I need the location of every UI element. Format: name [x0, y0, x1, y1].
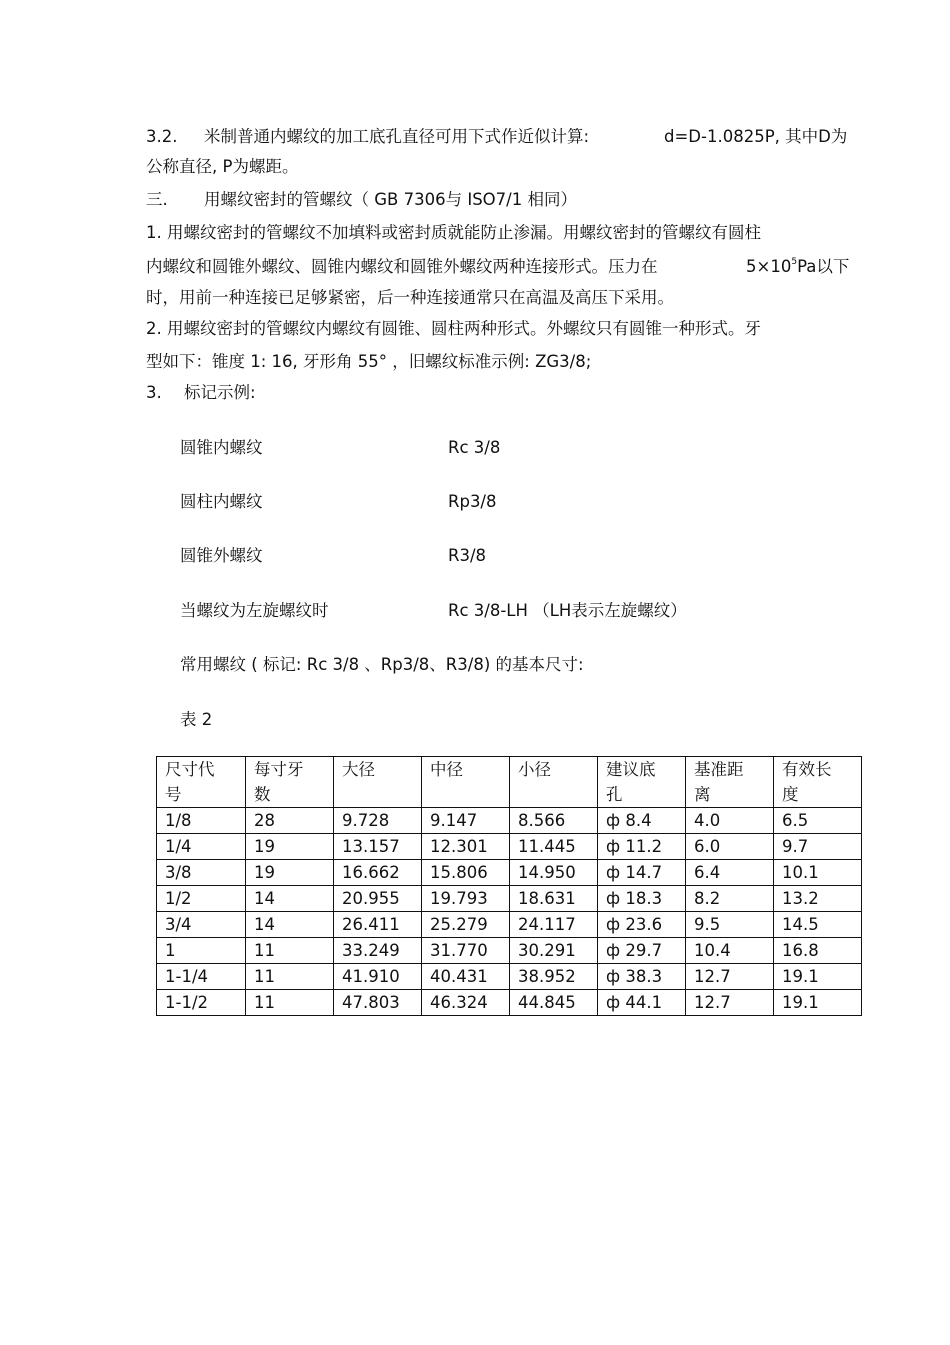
- table-cell: 19.793: [422, 886, 510, 912]
- item-1-line-3: 时，用前一种连接已足够紧密，后一种连接通常只在高温及高压下采用。: [146, 288, 674, 307]
- table-cell: 11: [246, 938, 334, 964]
- table-cell: ф 23.6: [598, 912, 686, 938]
- table-cell: 47.803: [334, 990, 422, 1016]
- example-value: Rc 3/8: [448, 438, 501, 457]
- header-cell: 建议底 孔: [598, 757, 686, 808]
- table-cell: 14.5: [774, 912, 862, 938]
- table-row: [157, 938, 862, 964]
- table-cell: 3/4: [157, 912, 246, 938]
- pressure-exponent: 5: [791, 257, 798, 267]
- table-cell: 9.147: [422, 808, 510, 834]
- table-cell: 14.950: [510, 860, 598, 886]
- item-1-line-1: 1. 用螺纹密封的管螺纹不加填料或密封质就能防止渗漏。用螺纹密封的管螺纹有圆柱: [146, 223, 761, 242]
- table-cell: 1/4: [157, 834, 246, 860]
- table-cell: 1/8: [157, 808, 246, 834]
- table-cell: 12.301: [422, 834, 510, 860]
- dimension-table: [156, 756, 862, 1016]
- table-cell: 41.910: [334, 964, 422, 990]
- example-label: 圆锥内螺纹: [180, 438, 263, 457]
- table-cell: 40.431: [422, 964, 510, 990]
- table-cell: 30.291: [510, 938, 598, 964]
- para-3-2-continuation: 公称直径, P为螺距。: [146, 157, 299, 176]
- table-row: [157, 964, 862, 990]
- table-cell: 10.1: [774, 860, 862, 886]
- table-cell: 9.728: [334, 808, 422, 834]
- table-cell: 14: [246, 886, 334, 912]
- table-cell: 13.2: [774, 886, 862, 912]
- header-cell: 小径: [510, 757, 598, 808]
- table-cell: 14: [246, 912, 334, 938]
- item-1-pressure: [746, 256, 849, 278]
- table-header-row: [157, 757, 862, 808]
- table-cell: 9.7: [774, 834, 862, 860]
- example-value: R3/8: [448, 546, 487, 565]
- table-cell: 4.0: [686, 808, 774, 834]
- table-cell: 31.770: [422, 938, 510, 964]
- header-cell: 每寸牙 数: [246, 757, 334, 808]
- table-cell: 19.1: [774, 990, 862, 1016]
- example-label: 当螺纹为左旋螺纹时: [180, 601, 329, 620]
- table-cell: 1-1/2: [157, 990, 246, 1016]
- table-cell: 8.2: [686, 886, 774, 912]
- table-row: [157, 860, 862, 886]
- table-cell: 6.4: [686, 860, 774, 886]
- table-cell: 15.806: [422, 860, 510, 886]
- table-cell: 25.279: [422, 912, 510, 938]
- table-cell: 6.5: [774, 808, 862, 834]
- example-value: Rp3/8: [448, 492, 497, 511]
- table-cell: ф 8.4: [598, 808, 686, 834]
- table-cell: 33.249: [334, 938, 422, 964]
- header-cell: 中径: [422, 757, 510, 808]
- table-cell: ф 29.7: [598, 938, 686, 964]
- example-label: 圆锥外螺纹: [180, 546, 263, 565]
- item-1-line-2: 内螺纹和圆锥外螺纹、圆锥内螺纹和圆锥外螺纹两种连接形式。压力在: [146, 257, 658, 276]
- table-row: [157, 912, 862, 938]
- table-title: 表 2: [180, 710, 213, 729]
- table-row: [157, 886, 862, 912]
- example-value: Rc 3/8-LH （LH表示左旋螺纹）: [448, 601, 687, 620]
- para-3-2-number: 3.2.: [146, 127, 178, 146]
- dimension-table-body: [157, 757, 862, 1016]
- table-cell: 19.1: [774, 964, 862, 990]
- table-cell: 26.411: [334, 912, 422, 938]
- item-3-title: 标记示例:: [184, 383, 256, 402]
- para-3-2-formula: d=D-1.0825P, 其中D为: [664, 127, 848, 146]
- table-cell: 28: [246, 808, 334, 834]
- pressure-unit: Pa以下: [797, 257, 850, 276]
- table-cell: 20.955: [334, 886, 422, 912]
- section-3-title: 用螺纹密封的管螺纹（ GB 7306与 ISO7/1 相同）: [204, 190, 577, 209]
- section-3-number: 三.: [146, 190, 168, 209]
- table-cell: 1: [157, 938, 246, 964]
- table-cell: 13.157: [334, 834, 422, 860]
- table-cell: ф 14.7: [598, 860, 686, 886]
- table-cell: 11: [246, 964, 334, 990]
- header-cell: 尺寸代 号: [157, 757, 246, 808]
- item-2-line-2: 型如下：锥度 1: 16, 牙形角 55° ，旧螺纹标准示例: ZG3/8;: [146, 352, 592, 371]
- common-thread-note: 常用螺纹 ( 标记: Rc 3/8 、Rp3/8、R3/8) 的基本尺寸:: [180, 655, 584, 674]
- table-cell: 38.952: [510, 964, 598, 990]
- table-cell: 16.662: [334, 860, 422, 886]
- table-cell: ф 38.3: [598, 964, 686, 990]
- item-3-number: 3.: [146, 383, 162, 402]
- example-label: 圆柱内螺纹: [180, 492, 263, 511]
- table-cell: ф 18.3: [598, 886, 686, 912]
- para-3-2-text: 米制普通内螺纹的加工底孔直径可用下式作近似计算:: [204, 127, 590, 146]
- table-cell: 11: [246, 990, 334, 1016]
- table-cell: 8.566: [510, 808, 598, 834]
- pressure-base: 5×10: [746, 257, 792, 276]
- table-row: [157, 834, 862, 860]
- header-cell: 有效长 度: [774, 757, 862, 808]
- table-cell: 12.7: [686, 990, 774, 1016]
- table-cell: 19: [246, 860, 334, 886]
- table-cell: 6.0: [686, 834, 774, 860]
- table-cell: 3/8: [157, 860, 246, 886]
- table-cell: 18.631: [510, 886, 598, 912]
- table-cell: 10.4: [686, 938, 774, 964]
- table-row: [157, 808, 862, 834]
- table-cell: 11.445: [510, 834, 598, 860]
- table-cell: 46.324: [422, 990, 510, 1016]
- table-cell: 16.8: [774, 938, 862, 964]
- table-cell: ф 11.2: [598, 834, 686, 860]
- table-cell: 24.117: [510, 912, 598, 938]
- table-cell: 12.7: [686, 964, 774, 990]
- header-cell: 大径: [334, 757, 422, 808]
- table-cell: 1/2: [157, 886, 246, 912]
- table-cell: 44.845: [510, 990, 598, 1016]
- table-cell: 19: [246, 834, 334, 860]
- header-cell: 基准距 离: [686, 757, 774, 808]
- table-row: [157, 990, 862, 1016]
- table-cell: ф 44.1: [598, 990, 686, 1016]
- table-cell: 9.5: [686, 912, 774, 938]
- table-cell: 1-1/4: [157, 964, 246, 990]
- item-2-line-1: 2. 用螺纹密封的管螺纹内螺纹有圆锥、圆柱两种形式。外螺纹只有圆锥一种形式。牙: [146, 319, 761, 338]
